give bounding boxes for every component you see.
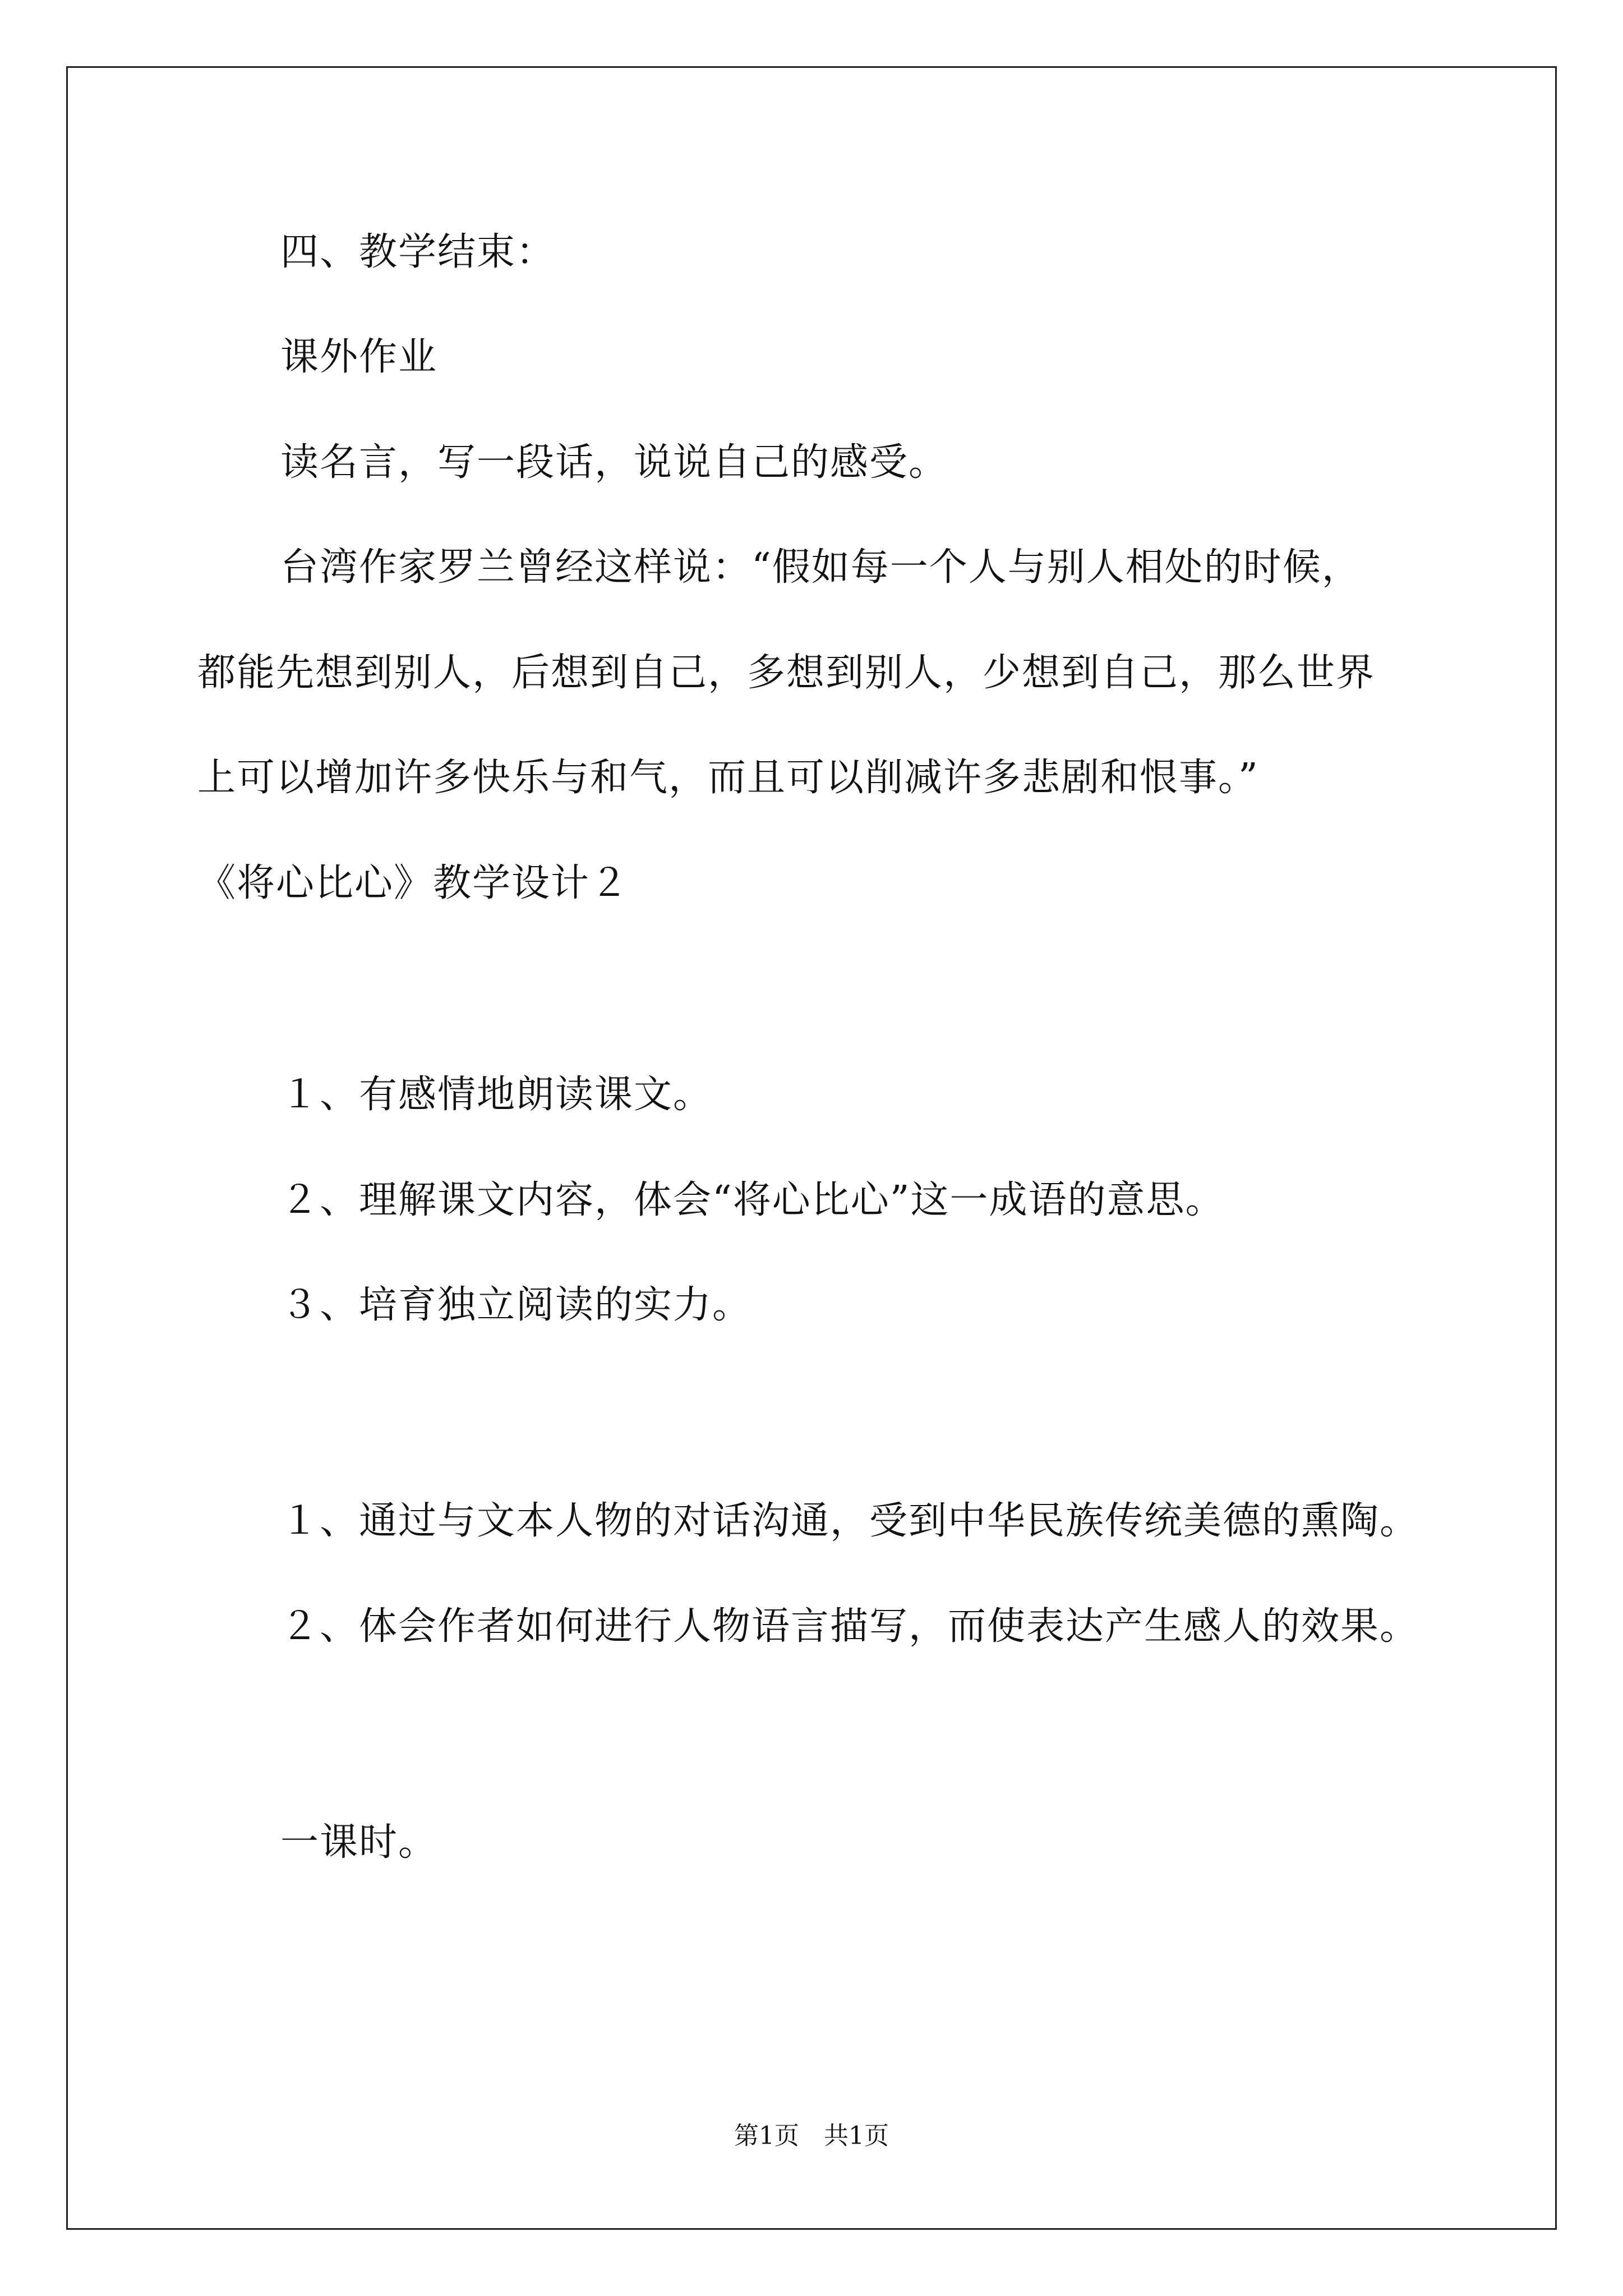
list-item: １、有感情地朗读课文。 (280, 1073, 713, 1117)
paragraph: 读名言，写一段话，说说自己的感受。 (280, 440, 948, 485)
list-item: １、通过与文本人物的对话沟通，受到中华民族传统美德的熏陶。 (280, 1499, 1419, 1543)
paragraph: 课外作业 (280, 335, 438, 379)
list-item: ２、体会作者如何进行人物语言描写，而使表达产生感人的效果。 (280, 1604, 1419, 1649)
paragraph: 一课时。 (280, 1820, 438, 1865)
section-heading: 四、教学结束： (280, 230, 556, 274)
page-border (66, 66, 1557, 2230)
page-footer: 第1页 共1页 (734, 2122, 889, 2150)
section-heading: 《将心比心》教学设计２ (197, 861, 630, 905)
list-item: ２、理解课文内容，体会“将心比心”这一成语的意思。 (280, 1178, 1225, 1222)
paragraph: 都能先想到别人，后想到自己，多想到别人，少想到自己，那么世界 (197, 651, 1376, 695)
list-item: ３、培育独立阅读的实力。 (280, 1283, 752, 1327)
paragraph: 台湾作家罗兰曾经这样说：“假如每一个人与别人相处的时候， (280, 545, 1361, 590)
paragraph: 上可以增加许多快乐与和气，而且可以削减许多悲剧和恨事。” (197, 756, 1259, 800)
